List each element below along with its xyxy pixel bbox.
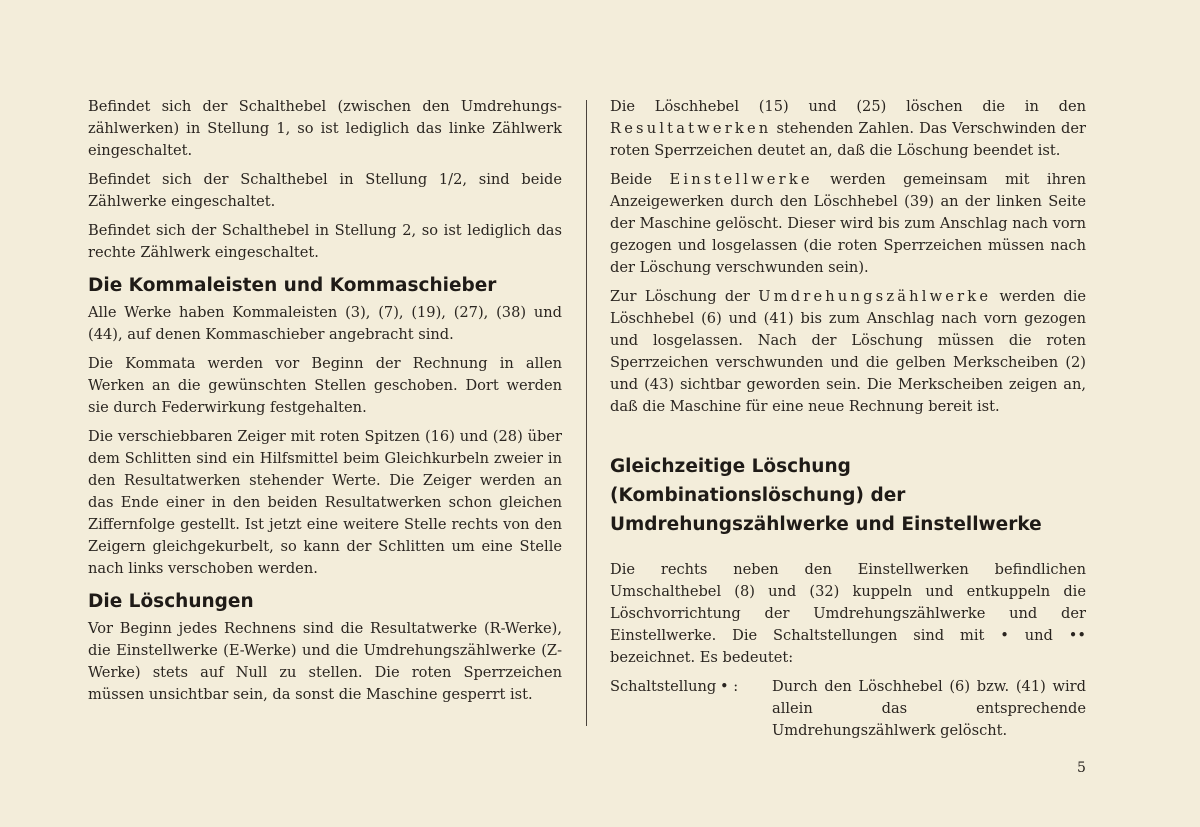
right-column — [610, 96, 1086, 742]
definition-term: Schaltstellung — [610, 678, 717, 695]
paragraph-einstellwerke-loeschung: Beide Einstellwerke werden gemeinsam mit ihren Anzeigewerken durch den Löschhebel (39) an der linken Seite der Maschine gelöscht. Dieser wird bis zum Anschlag nach vorn gezogen und losgelassen (die roten Sperrzeichen müssen nach der Löschung verschwunden sein). — [610, 171, 1086, 276]
paragraph-schalthebel-stellung-1-2: Befindet sich der Schalthebel in Stellung 1/2, sind beide Zählwerke eingeschaltet. — [88, 171, 562, 210]
heading-loeschungen: Die Löschungen — [88, 591, 254, 612]
paragraph-umdrehungszaehlwerke-loeschung: Zur Löschung der Umdrehungszählwerke werden die Löschhebel (6) und (41) bis zum Anschlag nach vorn gezogen und losgelassen. Nach der Löschung müssen die roten Sperrzeichen verschwunden und die gelben Merkscheiben (2) und (43) sichtbar geworden sein. Die Merkscheiben zeigen an, daß die Maschine für eine neue Rechnung bereit ist. — [610, 288, 1086, 415]
left-column — [88, 96, 562, 713]
definition-schaltstellung — [610, 676, 1086, 742]
paragraph-zeiger: Die verschiebbaren Zeiger mit roten Spitzen (16) und (28) über dem Schlitten sind ein Hilfsmittel beim Gleichkurbeln zweier in den Resultatwerken stehender Werte. Die Zeiger werden an das Ende einer in den beiden Resultatwerken schon gleichen Ziffernfolge gestellt. Ist jetzt eine weitere Stelle rechts von den Zeigern gleichgekurbelt, so kann der Schlitten um eine Stelle nach links verschoben werden. — [88, 428, 562, 577]
paragraph-umschalthebel: Die rechts neben den Einstellwerken befindlichen Umschalthebel (8) und (32) kuppeln und entkuppeln die Löschvorrichtung der Umdrehungszählwerke und der Einstellwerke. Die Schaltstellungen sind mit • und •• bezeichnet. Es bedeutet: — [610, 561, 1086, 666]
spaced-term: Umdrehungszählwerke — [758, 288, 992, 305]
heading-kombinationsloeschung: Gleichzeitige Löschung (Kombinationslöschung) der Umdrehungszählwerke und Einstellwerke — [610, 456, 1042, 535]
paragraph-kommata: Die Kommata werden vor Beginn der Rechnung in allen Werken an die gewünschten Stellen geschoben. Dort werden sie durch Federwirkung festgehalten. — [88, 355, 562, 416]
paragraph-resultatwerke-loeschung: Die Löschhebel (15) und (25) löschen die in den Resultatwerken stehenden Zahlen. Das Verschwinden der roten Sperrzeichen deutet an, daß die Löschung beendet ist. — [610, 98, 1086, 159]
spaced-term: Resultatwerken — [610, 120, 772, 137]
column-divider — [586, 100, 587, 726]
paragraph-schalthebel-stellung-1: Befindet sich der Schalthebel (zwischen den Umdrehungs-zählwerken) in Stellung 1, so ist lediglich das linke Zählwerk eingeschaltet. — [88, 98, 562, 159]
definition-marker: • : — [720, 678, 739, 695]
spaced-term: Einstellwerke — [669, 171, 813, 188]
paragraph-kommaleisten: Alle Werke haben Kommaleisten (3), (7), (19), (27), (38) und (44), auf denen Kommaschieber angebracht sind. — [88, 304, 562, 343]
heading-kommaleisten: Die Kommaleisten und Kommaschieber — [88, 275, 497, 296]
paragraph-schalthebel-stellung-2: Befindet sich der Schalthebel in Stellung 2, so ist lediglich das rechte Zählwerk eingeschaltet. — [88, 222, 562, 261]
paragraph-loeschungen-intro: Vor Beginn jedes Rechnens sind die Resultatwerke (R-Werke), die Einstellwerke (E-Werke) und die Umdrehungszählwerke (Z-Werke) stets auf Null zu stellen. Die roten Sperrzeichen müssen unsichtbar sein, da sonst die Maschine gesperrt ist. — [88, 620, 562, 703]
page-number: 5 — [1077, 760, 1086, 776]
definition-description: Durch den Löschhebel (6) bzw. (41) wird allein das entsprechende Umdrehungszählwerk gelöscht. — [772, 678, 1086, 739]
